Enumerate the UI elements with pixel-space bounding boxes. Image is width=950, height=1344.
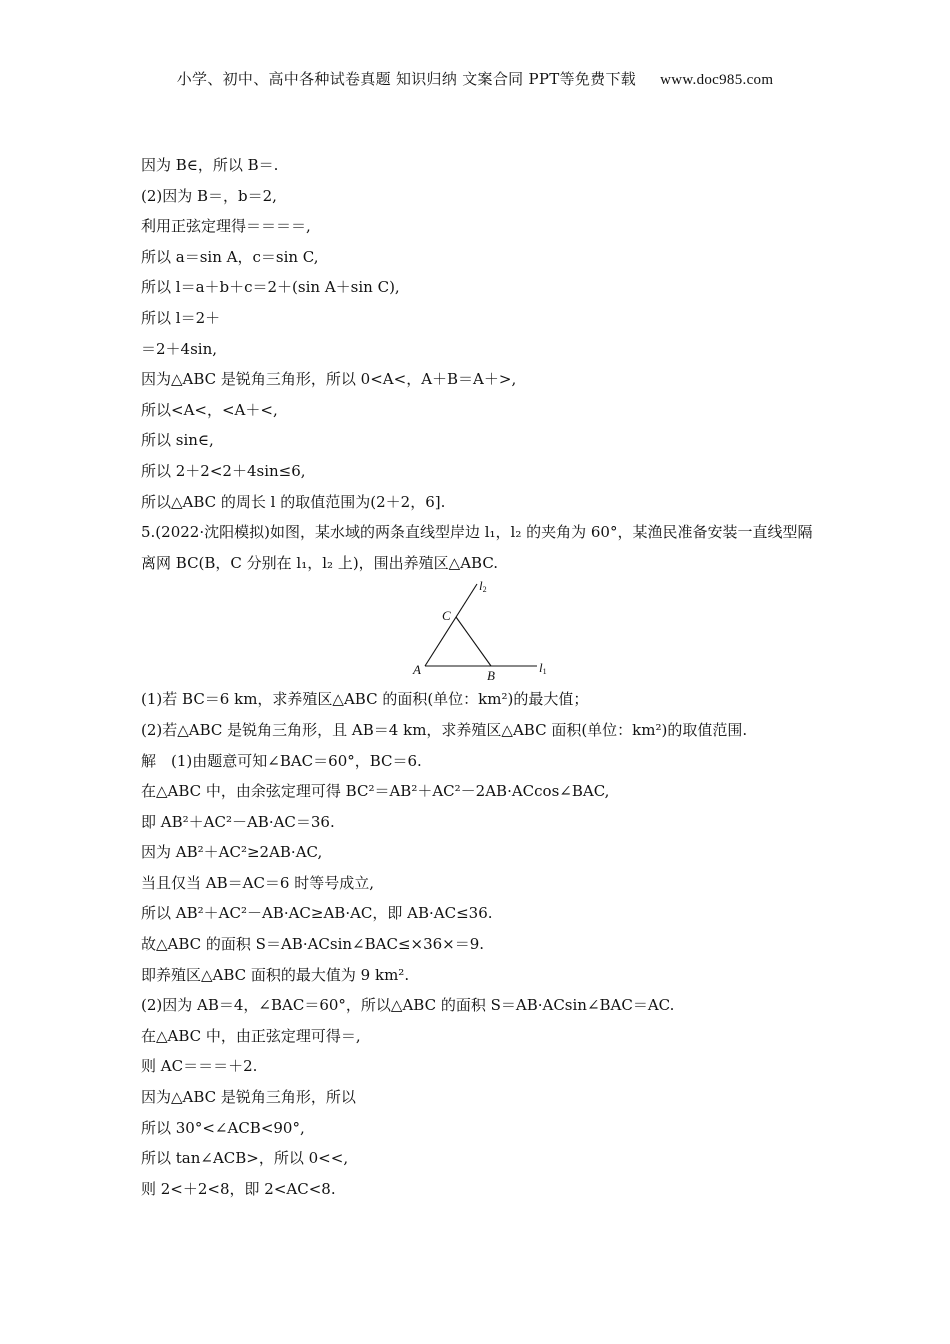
text-line: 在△ABC 中，由余弦定理可得 BC²＝AB²＋AC²－2AB·ACcos∠BAC, [141, 782, 610, 801]
label-l2 [479, 580, 487, 594]
label-c: C [442, 608, 451, 624]
text-line: 在△ABC 中，由正弦定理可得＝, [141, 1026, 361, 1045]
text-line: 故△ABC 的面积 S＝AB·ACsin∠BAC≤×36×＝9. [141, 935, 485, 954]
text-line: 所以 l＝2＋ [141, 308, 221, 327]
label-l1-sub: 1 [542, 667, 547, 677]
text-line: 当且仅当 AB＝AC＝6 时等号成立, [141, 873, 375, 892]
text-line: 所以 a＝sin A，c＝sin C, [141, 247, 319, 266]
text-line: 则 2<＋2<8，即 2<AC<8. [141, 1179, 336, 1198]
segment-bc [456, 617, 491, 666]
text-line: 解 (1)由题意可知∠BAC＝60°，BC＝6. [141, 751, 422, 770]
text-line: 所以△ABC 的周长 l 的取值范围为(2＋2，6]. [141, 492, 446, 511]
text-line: 所以 sin∈, [141, 431, 214, 450]
triangle-diagram [407, 580, 557, 684]
line-l2 [425, 584, 477, 666]
text-line: 即养殖区△ABC 面积的最大值为 9 km². [141, 965, 410, 984]
label-b: B [487, 668, 495, 684]
text-line: (2)因为 B＝，b＝2, [141, 186, 277, 205]
text-line: 所以 tan∠ACB>，所以 0<<, [141, 1149, 349, 1168]
text-line: (2)若△ABC 是锐角三角形，且 AB＝4 km，求养殖区△ABC 面积(单位：km²)的取值范围. [141, 720, 748, 739]
header-text: 小学、初中、高中各种试卷真题 知识归纳 文案合同 PPT等免费下载 [176, 70, 637, 88]
text-line: 所以 2＋2<2＋4sin≤6, [141, 461, 306, 480]
text-line: ＝2＋4sin, [141, 339, 218, 358]
text-line: 所以 30°<∠ACB<90°, [141, 1118, 305, 1137]
label-l2-main: l [479, 580, 483, 594]
text-line: 则 AC＝＝＝＋2. [141, 1057, 258, 1076]
text-line: 因为 B∈，所以 B＝. [141, 156, 279, 174]
header-site[interactable]: www.doc985.com [660, 72, 774, 88]
text-line: (2)因为 AB＝4，∠BAC＝60°，所以△ABC 的面积 S＝AB·ACsin∠BAC＝AC. [141, 996, 675, 1015]
label-l2-sub: 2 [482, 585, 487, 595]
label-l1 [539, 660, 547, 676]
text-line: (1)若 BC＝6 km，求养殖区△ABC 的面积(单位：km²)的最大值； [141, 690, 589, 709]
page-header [0, 68, 950, 89]
text-line: 所以 l＝a＋b＋c＝2＋(sin A＋sin C), [141, 278, 400, 297]
text-line: 所以<A<，<A＋<, [141, 400, 278, 419]
label-a: A [413, 662, 421, 678]
text-line: 所以 AB²＋AC²－AB·AC≥AB·AC，即 AB·AC≤36. [141, 904, 493, 923]
text-line: 因为△ABC 是锐角三角形，所以 [141, 1088, 356, 1107]
text-line: 因为 AB²＋AC²≥2AB·AC, [141, 843, 323, 862]
triangle-figure [141, 578, 821, 684]
text-line: 因为△ABC 是锐角三角形，所以 0<A<，A＋B＝A＋>, [141, 370, 517, 389]
text-line: 利用正弦定理得＝＝＝＝, [141, 217, 311, 236]
problem-statement: 5.(2022·沈阳模拟)如图，某水域的两条直线型岸边 l₁，l₂ 的夹角为 60°，某渔民准备安装一直线型隔离网 BC(B，C 分别在 l₁，l₂ 上)，围出养殖区△ABC. [141, 523, 813, 572]
text-line: 即 AB²＋AC²－AB·AC＝36. [141, 812, 335, 831]
document-body [141, 150, 821, 1204]
label-l1-main: l [539, 660, 543, 676]
